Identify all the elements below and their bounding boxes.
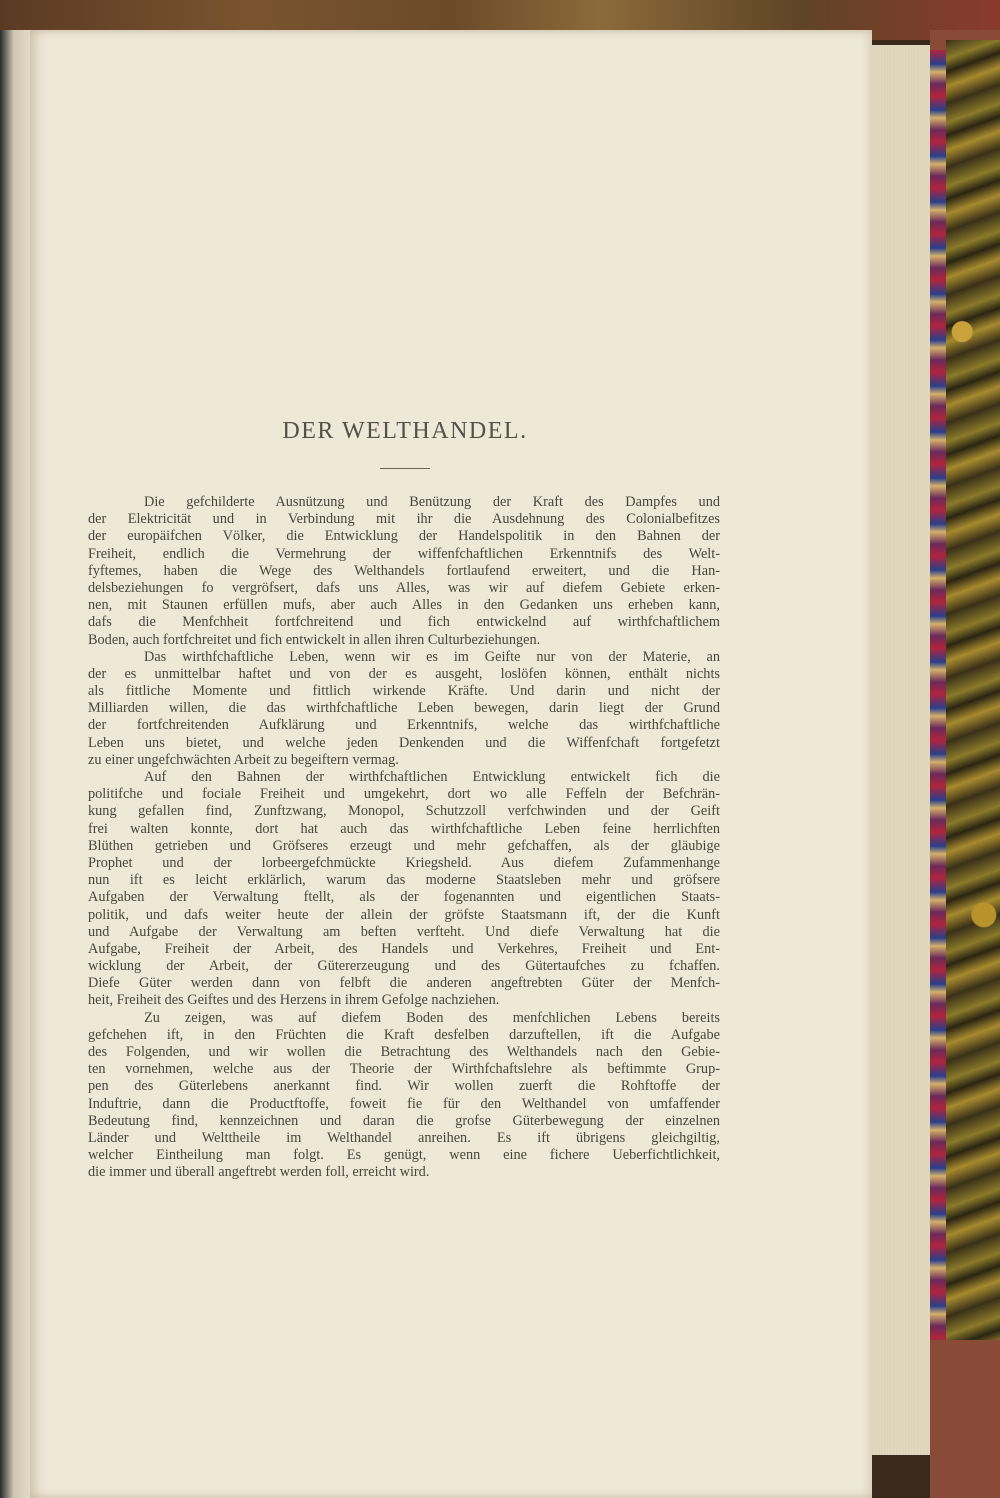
text-line: politifche und fociale Freiheit und umgekehrt, dort wo alle Feffeln der Befchrän- (88, 786, 720, 803)
text-line: Freiheit, endlich die Vermehrung der wiffenfchaftlichen Erkenntnifs des Welt- (88, 545, 720, 562)
text-line: welcher Eintheilung man folgt. Es genügt, wenn eine fichere Ueberfichtlichkeit, (88, 1147, 720, 1164)
text-line: als fittliche Momente und fittlich wirkende Kräfte. Und darin und nicht der (88, 683, 720, 700)
text-line: Die gefchilderte Ausnützung und Benützung der Kraft des Dampfes und (144, 494, 720, 510)
text-line: kung gefallen find, Zunftzwang, Monopol, Schutzzoll verfchwinden und der Geift (88, 803, 720, 820)
text-line: pen des Güterlebens anerkannt find. Wir wollen zuerft die Rohftoffe der (88, 1078, 720, 1095)
marbled-cover (946, 40, 1000, 1498)
text-line: der fortfchreitenden Aufklärung und Erkenntnifs, welche das wirthfchaftliche (88, 717, 720, 734)
text-line: Diefe Güter werden dann von felbft die anderen angeftrebten Güter der Menfch- (88, 975, 720, 992)
text-line: Boden, auch fortfchreitet und fich entwickelt in allen ihren Culturbeziehungen. (88, 631, 541, 648)
text-line: Länder und Welttheile im Welthandel anreihen. Es ift übrigens gleichgiltig, (88, 1129, 720, 1146)
body-text (88, 494, 720, 1182)
chapter-title: DER WELTHANDEL. (282, 418, 528, 444)
text-line: Das wirthfchaftliche Leben, wenn wir es im Geifte nur von der Materie, an (144, 648, 720, 665)
text-line: fyftemes, haben die Wege des Welthandels fortlaufend erweitert, und die Han- (88, 562, 720, 579)
marbled-page-edge (930, 50, 946, 1450)
text-line: die immer und überall angeftrebt werden foll, erreicht wird. (88, 1164, 430, 1181)
text-line: gefchehen ift, in den Früchten die Kraft desfelben darzuftellen, ift die Aufgabe (88, 1026, 720, 1043)
text-line: und Aufgabe der Verwaltung am beften verfteht. Und diefe Verwaltung hat die (88, 923, 720, 940)
text-line: wicklung der Arbeit, der Gütererzeugung und des Gütertaufches zu fchaffen. (88, 958, 720, 975)
text-line: Aufgabe, Freiheit der Arbeit, des Handels und Verkehres, Freiheit und Ent- (88, 940, 720, 957)
text-line: des Folgenden, und wir wollen die Betrachtung des Welthandels nach den Gebie- (88, 1044, 720, 1060)
text-line: Blüthen getrieben und Gröfseres erzeugt und mehr gefchaffen, als der gläubige (88, 837, 720, 854)
text-line: Zu zeigen, was auf diefem Boden des menfchlichen Lebens bereits (144, 1009, 720, 1026)
title-divider (380, 468, 430, 469)
text-line: Bedeutung find, kennzeichnen und daran die grofse Güterbewegung der einzelnen (88, 1112, 720, 1129)
text-line: der es unmittelbar haftet und von der es ausgeht, loslöfen können, enthält nichts (88, 665, 720, 682)
text-line: der Elektricität und in Verbindung mit ihr die Ausdehnung des Colonialbefitzes (88, 511, 720, 528)
text-line: heit, Freiheit des Geiftes und des Herzens in ihrem Gefolge nachziehen. (88, 992, 500, 1009)
text-line: Auf den Bahnen der wirthfchaftlichen Entwicklung entwickelt fich die (144, 769, 720, 785)
text-line: Milliarden willen, die das wirthfchaftliche Leben bewegen, darin liegt der Grund (88, 700, 720, 717)
text-line: Leben uns bietet, und welche jeden Denkenden und die Wiffenfchaft fortgefetzt (88, 734, 720, 751)
text-line: Induftrie, dann die Productftoffe, foweit fie für den Welthandel von umfaffender (88, 1095, 720, 1112)
text-line: Aufgaben der Verwaltung ftellt, als der fogenannten und eigentlichen Staats- (88, 889, 720, 906)
text-line: frei walten konnte, dort hat auch das wirthfchaftliche Leben feine herrlichften (88, 820, 720, 837)
text-line: nen, mit Staunen erfüllen mufs, aber auch Alles in den Gedanken uns erheben kann, (88, 597, 720, 614)
text-line: der europäifchen Völker, die Entwicklung der Handelspolitik in den Bahnen der (88, 528, 720, 545)
text-line: politik, und dafs weiter heute der allein der gröfste Staatsmann ift, der die Kunft (88, 906, 720, 923)
page-edges (872, 45, 930, 1455)
text-line: ten vornehmen, welche aus der Theorie der Wirthfchaftslehre als beftimmte Grup- (88, 1061, 720, 1078)
text-line: delsbeziehungen fo vergröfsert, dafs uns Alles, was wir auf diefem Gebiete erken- (88, 579, 720, 596)
text-line: Prophet und der lorbeergefchmückte Kriegsheld. Aus diefem Zufammenhange (88, 854, 720, 871)
facing-page-edge (0, 30, 34, 1498)
text-line: nun ift es leicht erklärlich, warum das moderne Staatsleben mehr und gröfsere (88, 872, 720, 889)
text-line: zu einer ungefchwächten Arbeit zu begeiftern vermag. (88, 751, 399, 768)
book-cover-corner-bottom (930, 1340, 1000, 1498)
text-line: dafs die Menfchheit fortfchreitend und fich entwickelnd auf wirthfchaftlichem (88, 614, 720, 631)
